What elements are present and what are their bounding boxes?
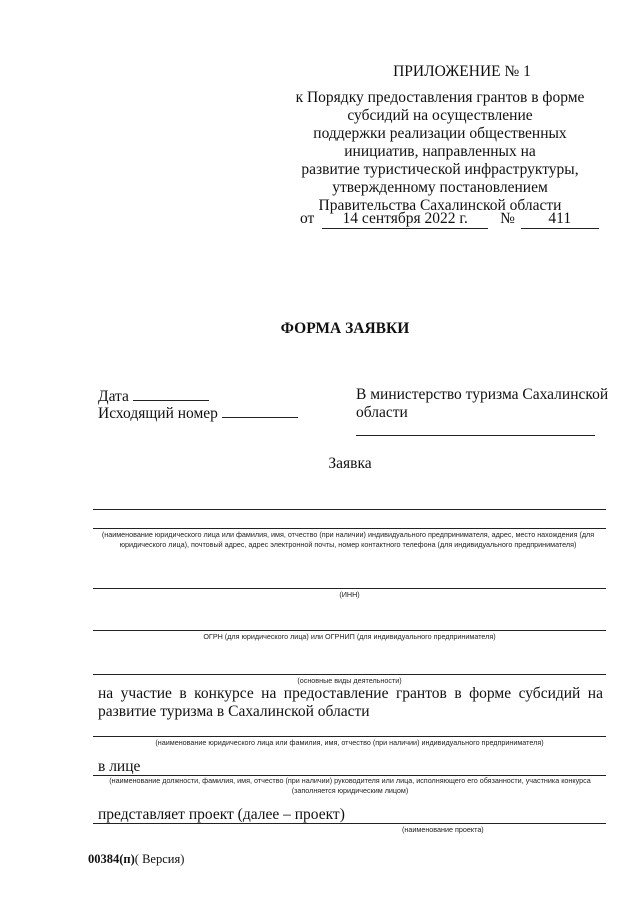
- date-value: 14 сентября 2022 г.: [322, 210, 488, 229]
- legal-name-caption: (наименование юридического лица или фамилия, имя, отчество (при наличии) индивидуального предпринимателя): [155, 738, 544, 747]
- date-label: Дата: [98, 388, 129, 405]
- appendix-line: утвержденному постановлением: [332, 179, 548, 196]
- representative-caption: (наименование должности, фамилия, имя, отчество (при наличии) руководителя или лица, исполняющего его обязанности, участника конкурса (заполняется юридическим лицом): [109, 776, 591, 795]
- appendix-line: развитие туристической инфраструктуры,: [301, 161, 579, 178]
- project-blank[interactable]: [93, 823, 606, 824]
- outgoing-field-row: [98, 403, 298, 423]
- participation-line-2: развитие туризма в Сахалинской области: [98, 703, 370, 720]
- appendix-title: [300, 63, 580, 81]
- recipient-line: В министерство туризма Сахалинской: [356, 386, 609, 403]
- applicant-blank-2[interactable]: [93, 528, 606, 529]
- appendix-line: к Порядку предоставления грантов в форме: [295, 89, 585, 106]
- appendix-text-block: [292, 89, 588, 215]
- activities-blank[interactable]: [93, 674, 606, 675]
- activities-caption: (основные виды деятельности): [297, 676, 402, 685]
- outgoing-label: Исходящий номер: [98, 405, 218, 422]
- appendix-title-text: ПРИЛОЖЕНИЕ № 1: [393, 63, 531, 80]
- project-caption: (наименование проекта): [402, 825, 484, 834]
- number-prefix: №: [500, 210, 515, 227]
- application-heading: Заявка: [328, 455, 372, 472]
- ogrn-blank[interactable]: [93, 630, 606, 631]
- appendix-date-row: [300, 210, 600, 229]
- presents-project-label: представляет проект (далее – проект): [98, 806, 345, 823]
- appendix-line: поддержки реализации общественных: [313, 125, 567, 142]
- applicant-blank-1[interactable]: [93, 509, 606, 510]
- date-prefix: от: [300, 210, 315, 227]
- inn-blank[interactable]: [93, 588, 606, 589]
- number-value: 411: [521, 210, 599, 229]
- appendix-line: инициатив, направленных на: [344, 143, 536, 160]
- appendix-line: Правительства Сахалинской области: [318, 197, 562, 214]
- appendix-line: субсидий на осуществление: [347, 107, 533, 124]
- outgoing-blank[interactable]: [222, 403, 298, 418]
- ogrn-caption: ОГРН (для юридического лица) или ОГРНИП (для индивидуального предпринимателя): [203, 632, 496, 641]
- recipient-line: области: [356, 404, 408, 421]
- recipient-block: [356, 386, 616, 422]
- footer-version: ( Версия): [134, 852, 185, 866]
- participation-line-1: на участие в конкурсе на предоставление грантов в форме субсидий на: [98, 685, 603, 702]
- applicant-caption: (наименование юридического лица или фамилия, имя, отчество (при наличии) индивидуального предпринимателя, адрес, место нахождения (для юридического лица), почтовый адрес, адрес электронной почты, номер контактного телефона (для индивидуального предпринимателя): [101, 530, 595, 549]
- footer-code-number: 00384(п): [88, 852, 135, 866]
- form-title: ФОРМА ЗАЯВКИ: [280, 320, 410, 337]
- legal-name-blank[interactable]: [93, 736, 606, 737]
- date-blank[interactable]: [133, 386, 209, 401]
- in-person-label: в лице: [98, 758, 141, 775]
- inn-caption: (ИНН): [339, 590, 360, 599]
- footer-code: [88, 852, 184, 867]
- recipient-blank[interactable]: [356, 435, 595, 436]
